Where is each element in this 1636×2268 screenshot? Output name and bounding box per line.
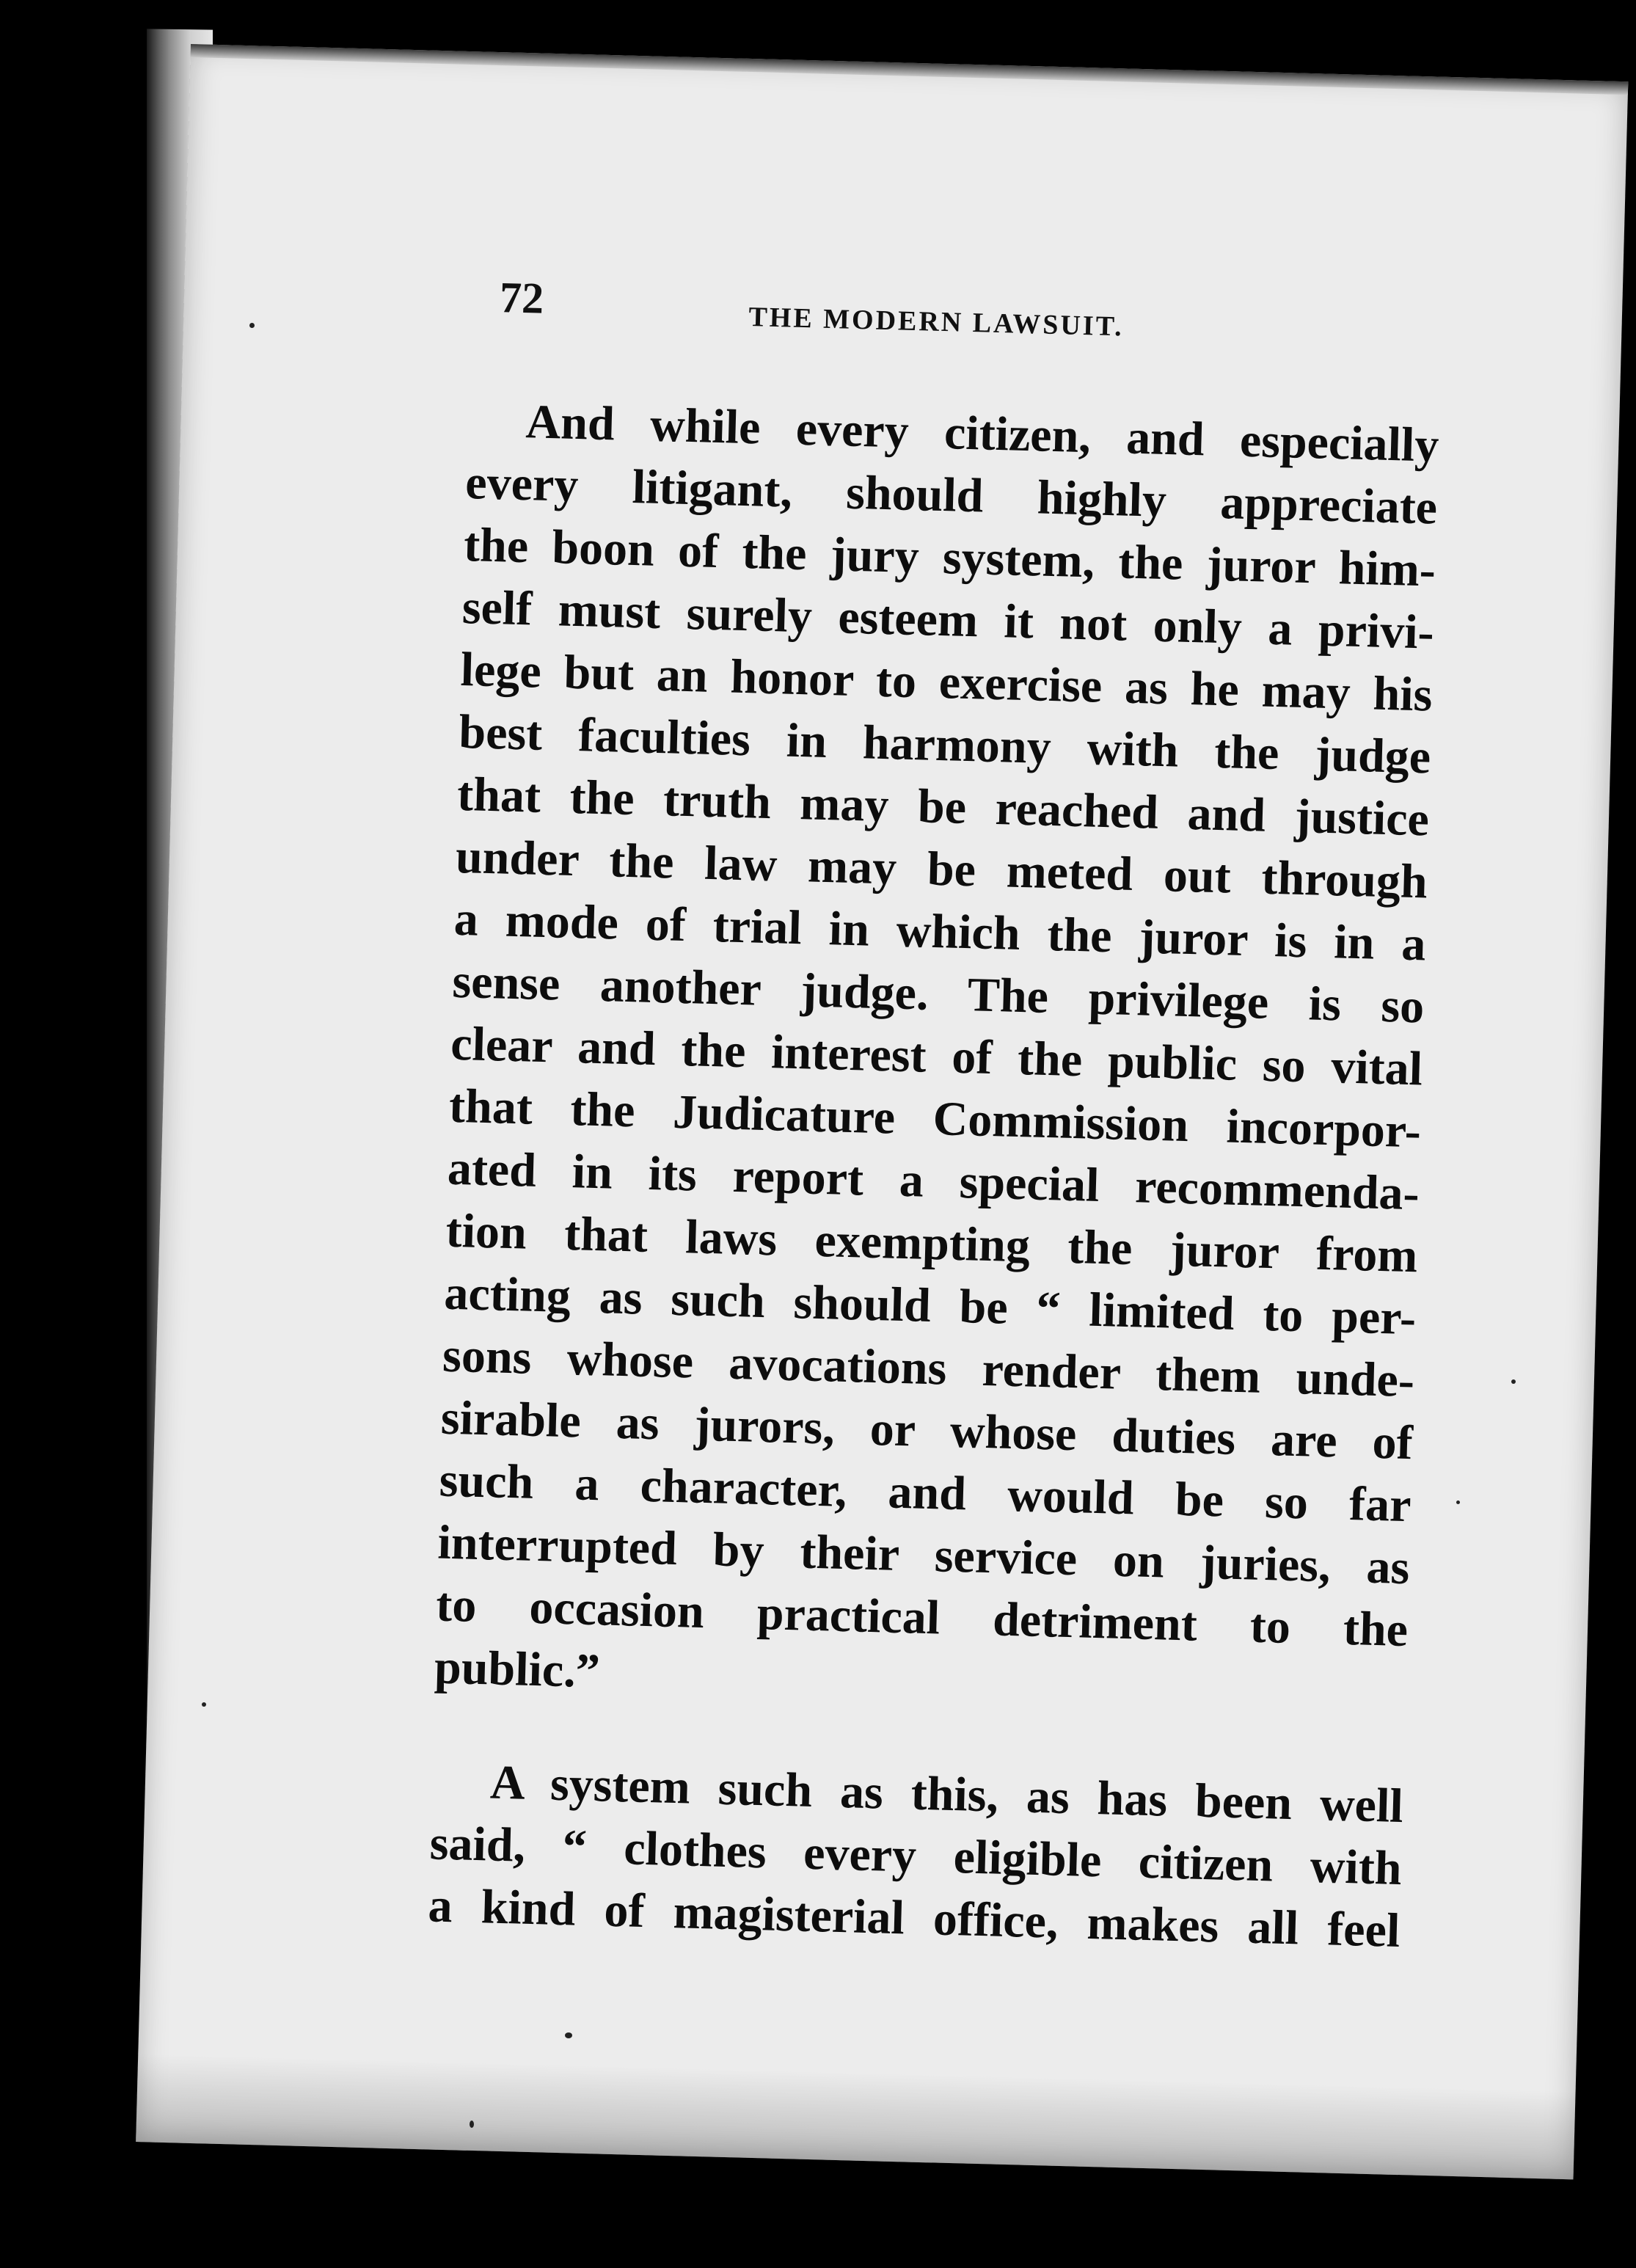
- text-line: sons whose avocations render them unde-: [442, 1328, 1415, 1408]
- text-line: tion that laws exempting the juror from: [445, 1203, 1419, 1283]
- text-line: that the Judicature Commission incorpor-: [448, 1079, 1422, 1159]
- text-line: clear and the interest of the public so vital: [450, 1016, 1423, 1096]
- text-line: self must surely esteem it not only a privi-: [461, 580, 1435, 660]
- paragraph: [428, 1749, 1404, 1962]
- dust-speck: [1456, 1501, 1460, 1504]
- text-line: acting as such should be “ limited to per-: [443, 1266, 1417, 1346]
- text-line: sense another judge. The privilege is so: [451, 954, 1425, 1034]
- text-line: public.”: [434, 1640, 601, 1699]
- text-line: the boon of the jury system, the juror him-: [463, 517, 1436, 597]
- text-line: sirable as jurors, or whose duties are of: [440, 1390, 1414, 1470]
- text-line: a kind of magisterial office, makes all feel: [427, 1878, 1401, 1958]
- text-line: ated in its report a special recommenda-: [447, 1141, 1420, 1221]
- text-line: a mode of trial in which the juror is in a: [453, 891, 1427, 971]
- text-line: such a character, and would be so far: [438, 1453, 1412, 1533]
- dust-speck: [565, 2032, 572, 2038]
- text-line: best faculties in harmony with the judge: [458, 704, 1432, 784]
- text-line: every litigant, should highly appreciate: [464, 456, 1438, 535]
- text-line: to occasion practical detriment to the: [435, 1578, 1409, 1658]
- book-page: [136, 44, 1628, 2179]
- dust-speck: [470, 2121, 474, 2128]
- text-line: said, “ clothes every eligible citizen with: [428, 1816, 1403, 1896]
- text-line: lege but an honor to exercise as he may his: [459, 642, 1434, 722]
- text-line: that the truth may be reached and justice: [456, 767, 1430, 847]
- text-line: And while every citizen, and especially: [525, 395, 1440, 473]
- text-line: A system such as this, as has been well: [489, 1755, 1404, 1834]
- page-header: [499, 272, 1454, 356]
- text-line: interrupted by their service on juries, as: [437, 1515, 1411, 1595]
- text-line: under the law may be meted out through: [455, 829, 1428, 909]
- paragraph: [434, 389, 1439, 1724]
- dust-speck: [1511, 1379, 1516, 1384]
- body-text: [428, 389, 1440, 1962]
- dust-speck: [249, 323, 255, 328]
- page-number: 72: [499, 273, 544, 323]
- running-head: THE MODERN LAWSUIT.: [748, 302, 1125, 343]
- dust-speck: [202, 1702, 206, 1707]
